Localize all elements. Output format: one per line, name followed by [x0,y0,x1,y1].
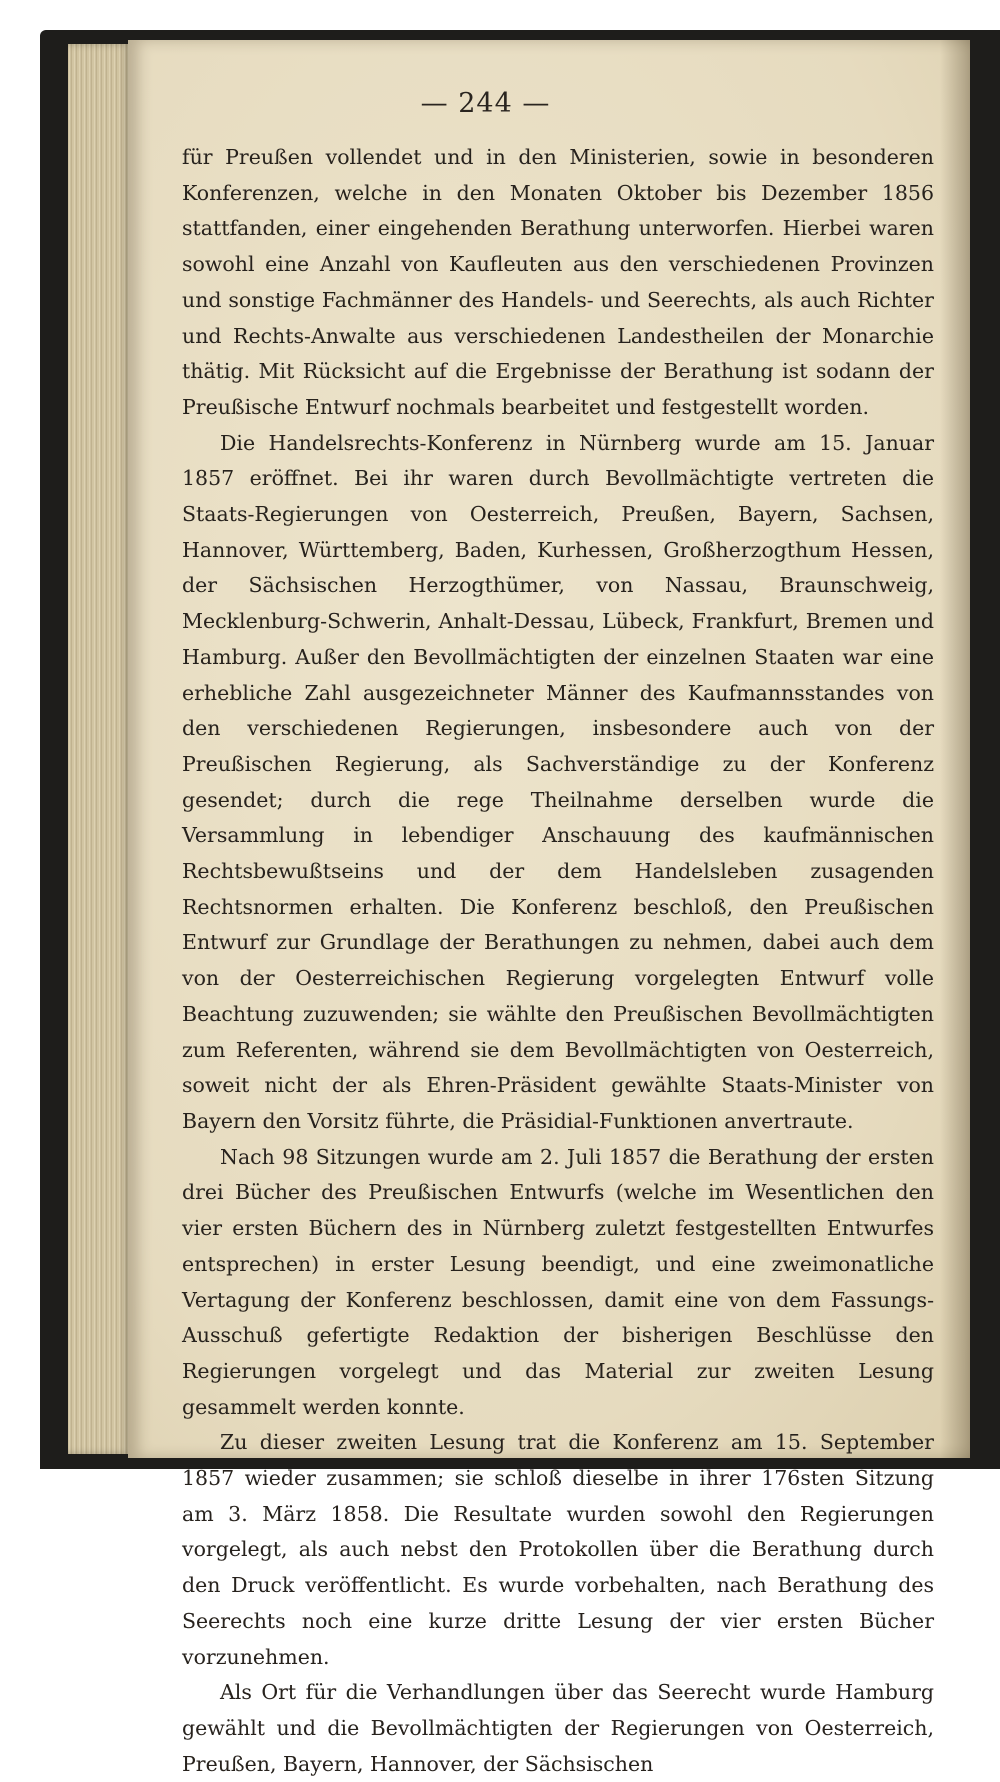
paragraph-4: Zu dieser zweiten Lesung trat die Konferenz am 15. September 1857 wieder zusammen; sie schloß dieselbe in ihrer 176sten Sitzung am 3. März 1858. Die Resultate wurden sowohl den Regierungen vorgelegt, als auch nebst den Protokollen über die Berathung durch den Druck veröffentlicht. Es wurde vorbehalten, nach Berathung des Seerechts noch eine kurze dritte Lesung der vier ersten Bücher vorzunehmen. [182,1430,934,1669]
paragraph-2: Die Handelsrechts-Konferenz in Nürnberg wurde am 15. Januar 1857 eröffnet. Bei ihr waren durch Bevollmächtigte vertreten die Staats-Regierungen von Oesterreich, Preußen, Bayern, Sachsen, Hannover, Württemberg, Baden, Kurhessen, Großherzogthum Hessen, der Sächsischen Herzogthümer, von Nassau, Braunschweig, Mecklenburg-Schwerin, Anhalt-Dessau, Lübeck, Frankfurt, Bremen und Hamburg. Außer den Bevollmächtigten der einzelnen Staaten war eine erhebliche Zahl ausgezeichneter Männer des Kaufmannsstandes von den verschiedenen Regierungen, insbesondere auch von der Preußischen Regierung, als Sachverständige zu der Konferenz gesendet; durch die rege Theilnahme derselben wurde die Versammlung in lebendiger Anschauung des kaufmännischen Rechtsbewußtseins und der dem Handelsleben zusagenden Rechtsnormen erhalten. Die Konferenz beschloß, den Preußischen Entwurf zur Grundlage der Berathungen zu nehmen, dabei auch dem von der Oesterreichischen Regierung vorgelegten Entwurf volle Beachtung zuzuwenden; sie wählte den Preußischen Bevollmächtigten zum Referenten, während sie dem Bevollmächtigten von Oesterreich, soweit nicht der als Ehren-Präsident gewählte Staats-Minister von Bayern den Vorsitz führte, die Präsidial-Funktionen anvertraute. [182,430,934,1133]
page-edges [68,44,132,1454]
body-text [182,140,934,1782]
paragraph-3: Nach 98 Sitzungen wurde am 2. Juli 1857 die Berathung der ersten drei Bücher des Preußischen Entwurfs (welche im Wesentlichen den vier ersten Büchern des in Nürnberg zuletzt festgestellten Entwurfes entsprechen) in erster Lesung beendigt, und eine zweimonatliche Vertagung der Konferenz beschlossen, damit eine von dem Fassungs-Ausschuß gefertigte Redaktion der bisherigen Beschlüsse den Regierungen vorgelegt und das Material zur zweiten Lesung gesammelt werden konnte. [182,1144,934,1419]
paragraph-5: Als Ort für die Verhandlungen über das Seerecht wurde Hamburg gewählt und die Bevollmächtigten der Regierungen von Oesterreich, Preußen, Bayern, Hannover, der Sächsischen [182,1680,934,1776]
page-number: — 244 — [420,88,551,119]
gutter-shadow [940,40,970,1458]
paragraph-1: für Preußen vollendet und in den Ministerien, sowie in besonderen Konferenzen, welche in den Monaten Oktober bis Dezember 1856 stattfanden, einer eingehenden Berathung unterworfen. Hierbei waren sowohl eine Anzahl von Kaufleuten aus den verschiedenen Provinzen und sonstige Fachmänner des Handels- und Seerechts, als auch Richter und Rechts-Anwalte aus verschiedenen Landestheilen der Monarchie thätig. Mit Rücksicht auf die Ergebnisse der Berathung ist sodann der Preußische Entwurf nochmals bearbeitet und festgestellt worden. [182,145,934,419]
